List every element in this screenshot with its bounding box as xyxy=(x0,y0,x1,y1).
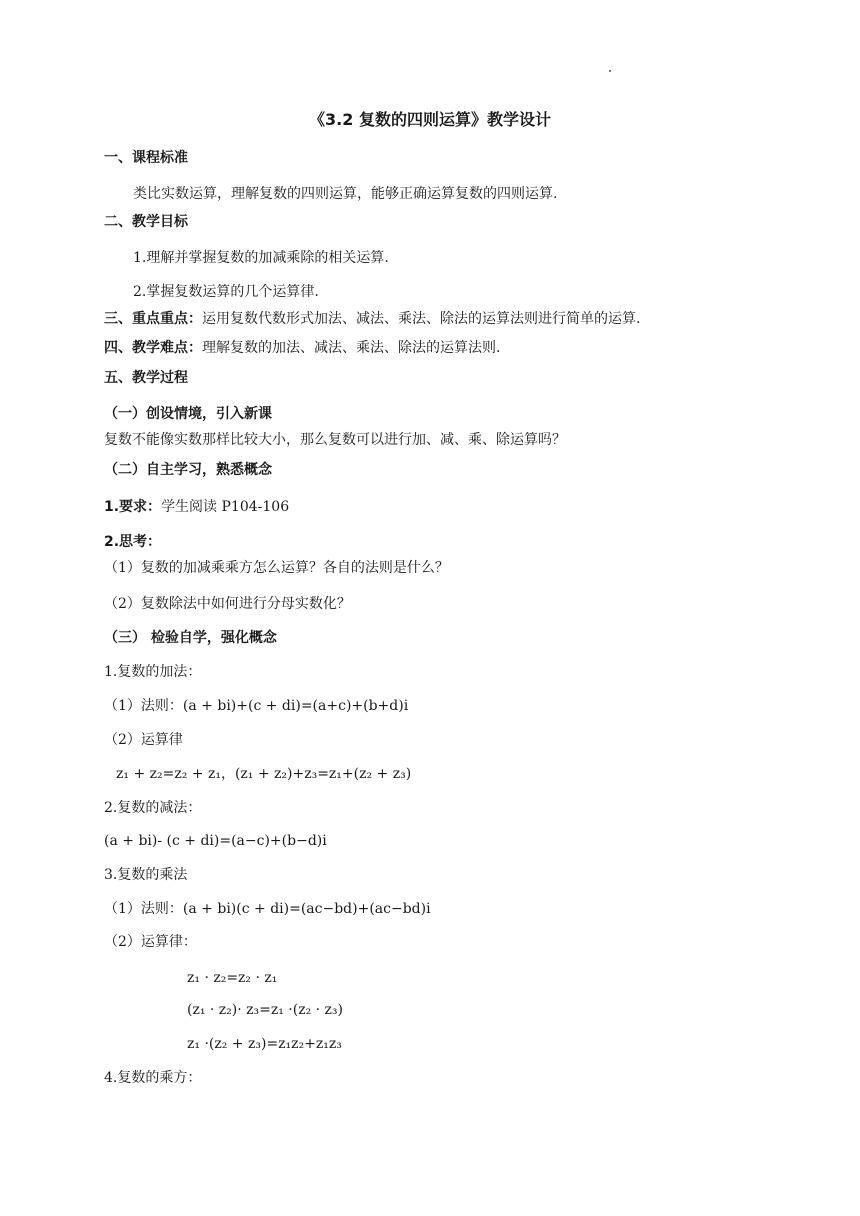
multiplication-rule-formula: (a + bi)(c + di)=(ac−bd)+(ac−bd)i xyxy=(182,901,431,917)
think-question-2: （2）复数除法中如何进行分母实数化？ xyxy=(104,596,351,612)
section-heading-standard: 一、课程标准 xyxy=(104,150,188,166)
addition-heading: 1.复数的加法： xyxy=(104,664,202,680)
power-heading: 4.复数的乘方： xyxy=(104,1070,202,1086)
think-question-1: （1）复数的加减乘乘方怎么运算？各自的法则是什么？ xyxy=(104,560,449,576)
addition-rule-label: （1）法则： xyxy=(104,698,183,714)
section-heading-goals: 二、教学目标 xyxy=(104,214,188,230)
process-heading-1: （一）创设情境，引入新课 xyxy=(104,406,272,422)
multiplication-rule-label: （1）法则： xyxy=(104,901,183,917)
process-text-1: 复数不能像实数那样比较大小，那么复数可以进行加、减、乘、除运算吗？ xyxy=(104,432,566,448)
addition-law-label: （2）运算律 xyxy=(104,732,183,748)
subtraction-heading: 2.复数的减法： xyxy=(104,800,202,816)
section-heading-process: 五、教学过程 xyxy=(104,370,188,386)
multiplication-law-3: z₁ ·(z₂ + z₃)=z₁z₂+z₁z₃ xyxy=(187,1036,342,1052)
page-title: 《3.2 复数的四则运算》教学设计 xyxy=(309,110,551,129)
page-mark xyxy=(609,70,611,72)
addition-rule-formula: (a + bi)+(c + di)=(a+c)+(b+d)i xyxy=(182,698,409,714)
process-heading-2: （二）自主学习，熟悉概念 xyxy=(104,462,272,478)
process-heading-3: （三） 检验自学，强化概念 xyxy=(104,630,277,646)
addition-law-formula: z₁ + z₂=z₂ + z₁，(z₁ + z₂)+z₃=z₁+(z₂ + z₃) xyxy=(116,766,412,782)
requirement-text: 学生阅读 P104-106 xyxy=(161,499,290,515)
multiplication-law-2: (z₁ · z₂)· z₃=z₁ ·(z₂ · z₃) xyxy=(187,1002,344,1018)
multiplication-law-1: z₁ · z₂=z₂ · z₁ xyxy=(187,970,278,986)
key-points-text: 运用复数代数形式加法、减法、乘法、除法的运算法则进行简单的运算. xyxy=(202,311,641,327)
key-points-line xyxy=(104,309,640,329)
multiplication-heading: 3.复数的乘法 xyxy=(104,867,188,883)
think-label: 2.思考： xyxy=(104,534,162,550)
difficulty-line xyxy=(104,338,500,358)
requirement-label: 1.要求： xyxy=(104,499,162,515)
goal-item-2: 2.掌握复数运算的几个运算律. xyxy=(133,284,319,300)
multiplication-law-label: （2）运算律： xyxy=(104,934,197,950)
key-points-heading: 三、重点重点： xyxy=(104,311,202,327)
requirement-line xyxy=(104,497,289,517)
multiplication-rule-line xyxy=(104,899,431,919)
subtraction-rule-formula: (a + bi)- (c + di)=(a−c)+(b−d)i xyxy=(104,833,327,849)
addition-rule-line xyxy=(104,696,408,716)
goal-item-1: 1.理解并掌握复数的加减乘除的相关运算. xyxy=(133,250,389,266)
difficulty-text: 理解复数的加法、减法、乘法、除法的运算法则. xyxy=(202,340,501,356)
difficulty-heading: 四、教学难点： xyxy=(104,340,202,356)
standard-text: 类比实数运算，理解复数的四则运算，能够正确运算复数的四则运算. xyxy=(133,186,558,202)
